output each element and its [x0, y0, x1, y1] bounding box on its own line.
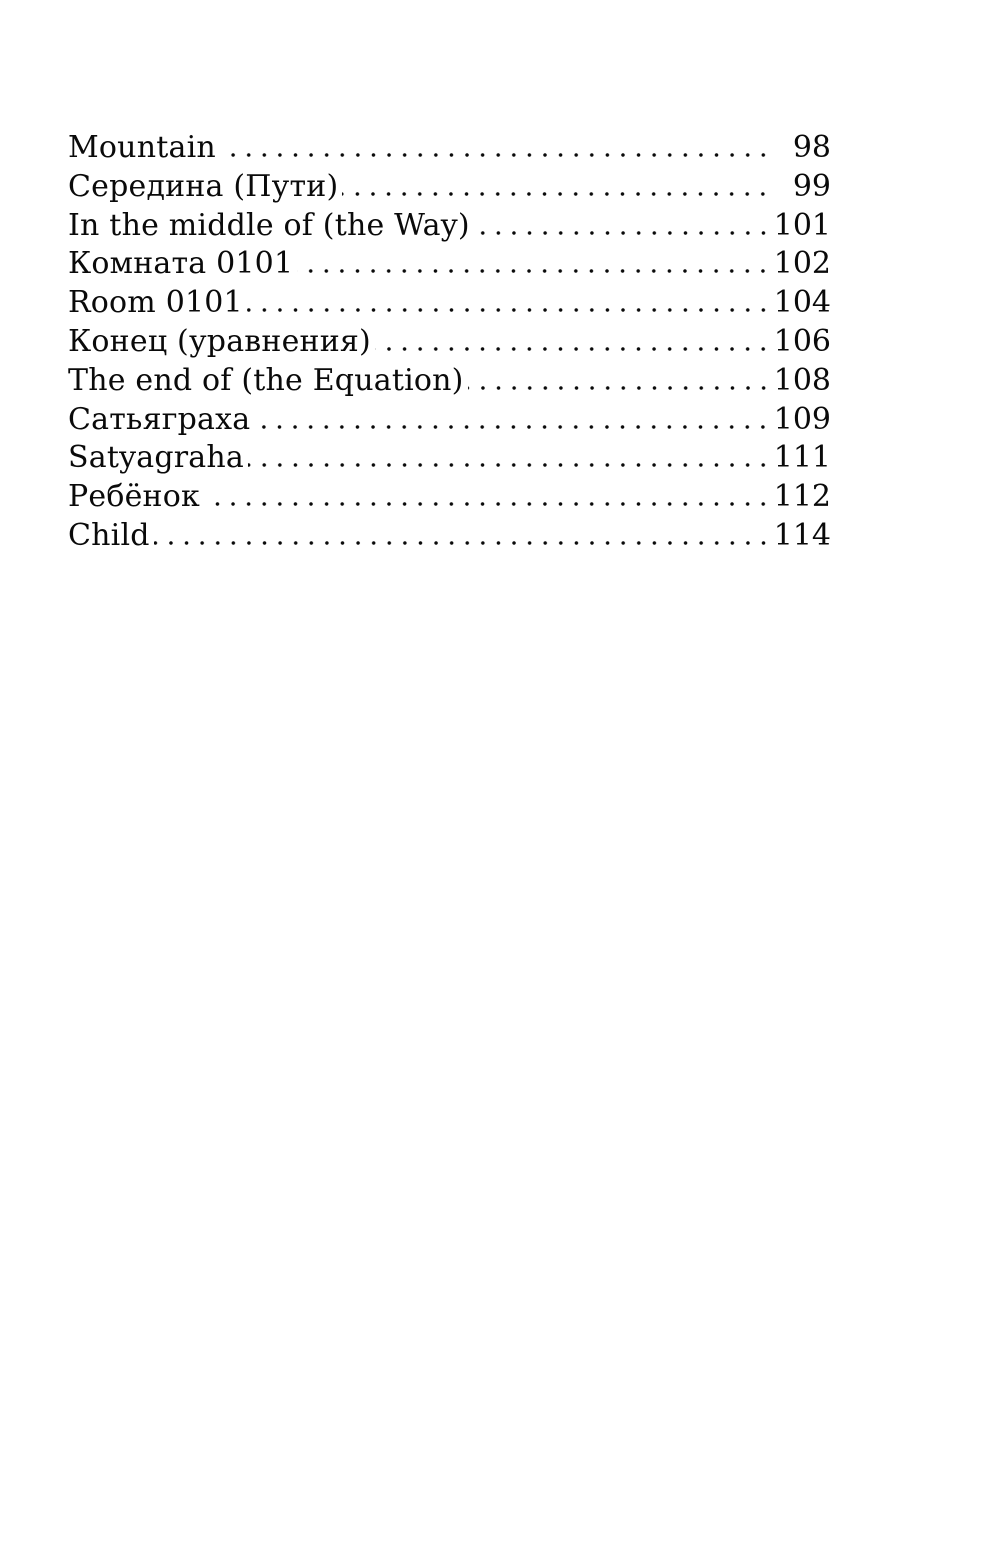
toc-entry-title: Сатьяграха	[68, 401, 251, 437]
toc-entry	[68, 323, 831, 362]
toc-entry-title: Ребёнок	[68, 479, 200, 515]
toc-entry-title: Satyagraha	[68, 440, 244, 476]
dot-leader	[297, 265, 773, 273]
toc-entry-page-number: 104	[773, 285, 831, 321]
toc-entry-title: In the middle of (the Way)	[68, 207, 470, 243]
toc-entry-title: Комната 0101	[68, 246, 294, 282]
toc-entry	[68, 129, 831, 168]
toc-entry	[68, 362, 831, 401]
dot-leader	[204, 498, 773, 506]
toc-entry-page-number: 108	[773, 362, 831, 398]
toc-entry-title: The end of (the Equation)	[68, 362, 464, 398]
toc-entry-title: Конец (уравнения)	[68, 323, 371, 359]
dot-leader	[248, 459, 773, 467]
dot-leader	[254, 421, 773, 429]
toc-entry-page-number: 98	[792, 130, 831, 165]
toc-entry	[68, 284, 831, 323]
toc-entry	[68, 168, 831, 207]
toc-entry-title: Child	[68, 517, 150, 553]
dot-leader	[247, 304, 773, 312]
toc-entry	[68, 478, 831, 517]
toc-entry-page-number: 106	[773, 323, 831, 359]
toc-entry	[68, 439, 831, 478]
dot-leader	[220, 149, 773, 157]
toc-entry-page-number: 114	[773, 517, 831, 553]
dot-leader	[375, 343, 773, 351]
toc-entry	[68, 517, 831, 556]
toc-entry-title: Room 0101	[68, 285, 243, 321]
dot-leader	[342, 188, 773, 196]
dot-leader	[468, 382, 773, 390]
toc-entry-page-number: 111	[773, 440, 831, 476]
toc-entry-page-number: 102	[773, 246, 831, 282]
toc-entry-page-number: 101	[773, 207, 831, 243]
toc-entry-page-number: 109	[773, 401, 831, 437]
toc-entry	[68, 401, 831, 440]
dot-leader	[474, 227, 773, 235]
toc-entry	[68, 207, 831, 246]
dot-leader	[154, 537, 773, 545]
toc-entry-page-number: 112	[773, 479, 831, 515]
toc-entry	[68, 245, 831, 284]
toc-entry-title: Середина (Пути)	[68, 168, 339, 204]
toc-entry-title: Mountain	[68, 130, 216, 165]
toc-entry-page-number: 99	[792, 168, 831, 204]
table-of-contents	[68, 129, 831, 556]
